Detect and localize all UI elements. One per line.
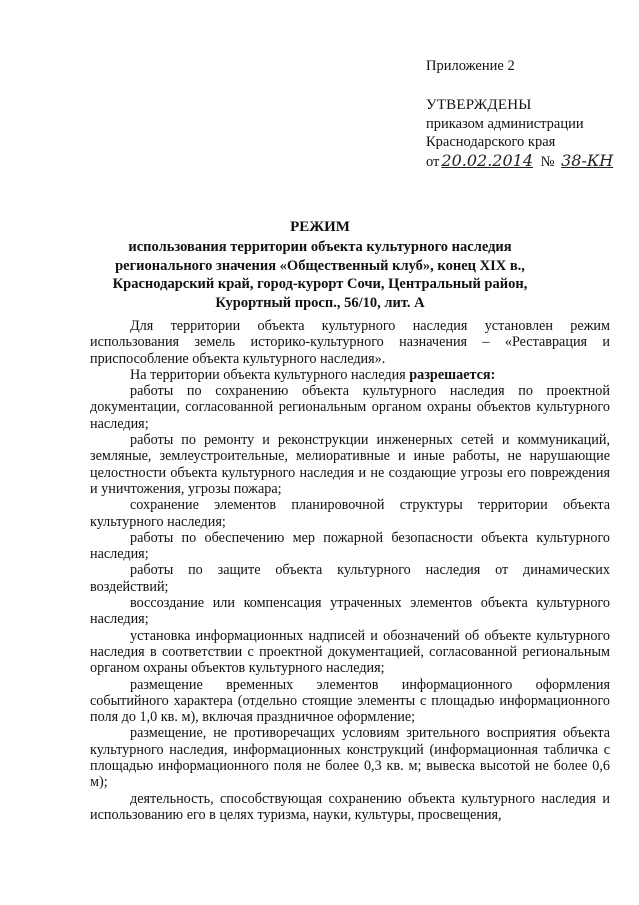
allowed-bold: разрешается: [409,366,496,383]
approval-block [426,96,613,170]
date-number-line [426,152,613,171]
title-heading: РЕЖИМ [290,219,350,235]
appendix-label: Приложение 2 [426,58,515,74]
number-prefix: № [540,153,555,170]
date-prefix: от [426,153,440,170]
title-line-2: регионального значения «Общественный клуб», конец XIX в., [115,257,525,274]
handwritten-date: 20.02.2014 [441,150,534,170]
title-line-3: Краснодарский край, город-курорт Сочи, Центральный район, [112,276,528,293]
list-item: работы по обеспечению мер пожарной безопасности объекта культурного наследия; [90,529,610,563]
order-line-1: приказом администрации [426,115,584,132]
list-item: установка информационных надписей и обозначений об объекте культурного наследия в соответствии с проектной документацией, согласованной региональным органом охраны объектов культурного наследия; [90,627,610,677]
list-item: работы по ремонту и реконструкции инженерных сетей и коммуникаций, земляные, землеустроительные, мелиоративные и иные работы, не нарушающие целостности объекта культурного наследия и не создающие угрозы его повреждения и уничтожения, угрозы пожара; [90,432,610,497]
list-item: воссоздание или компенсация утраченных элементов объекта культурного наследия; [90,595,610,628]
list-item: работы по сохранению объекта культурного наследия по проектной документации, согласованной региональным органом охраны объектов культурного наследия; [90,383,610,432]
document-title [60,218,580,313]
allowed-prefix: На территории объекта культурного наследия [130,366,410,383]
intro-paragraph: Для территории объекта культурного наследия установлен режим использования земель историко-культурного назначения – «Реставрация и приспособление объекта культурного наследия». [90,318,610,367]
allowed-paragraph [90,367,610,383]
list-item: работы по защите объекта культурного наследия от динамических воздействий; [90,562,610,595]
list-item: деятельность, способствующая сохранению объекта культурного наследия и использованию его в целях туризма, науки, культуры, просвещения, [90,790,610,823]
order-line-2: Краснодарского края [426,134,556,150]
document-body [90,318,610,823]
handwritten-number: 38-КН [561,150,614,170]
approved-label: УТВЕРЖДЕНЫ [426,97,532,113]
list-item: размещение временных элементов информационного оформления событийного характера (отдельно стоящие элементы с площадью информационного поля до 1,0 кв. м), включая праздничное оформление; [90,676,610,726]
list-item: размещение, не противоречащих условиям зрительного восприятия объекта культурного наследия, информационных конструкций (информационная табличка с площадью информационного поля не более 0,3 кв. м; вывеска высотой не более 0,6 м); [90,725,610,791]
title-line-1: использования территории объекта культурного наследия [128,238,512,255]
title-line-4: Курортный просп., 56/10, лит. А [215,295,425,312]
list-item: сохранение элементов планировочной структуры территории объекта культурного наследия; [90,497,610,530]
